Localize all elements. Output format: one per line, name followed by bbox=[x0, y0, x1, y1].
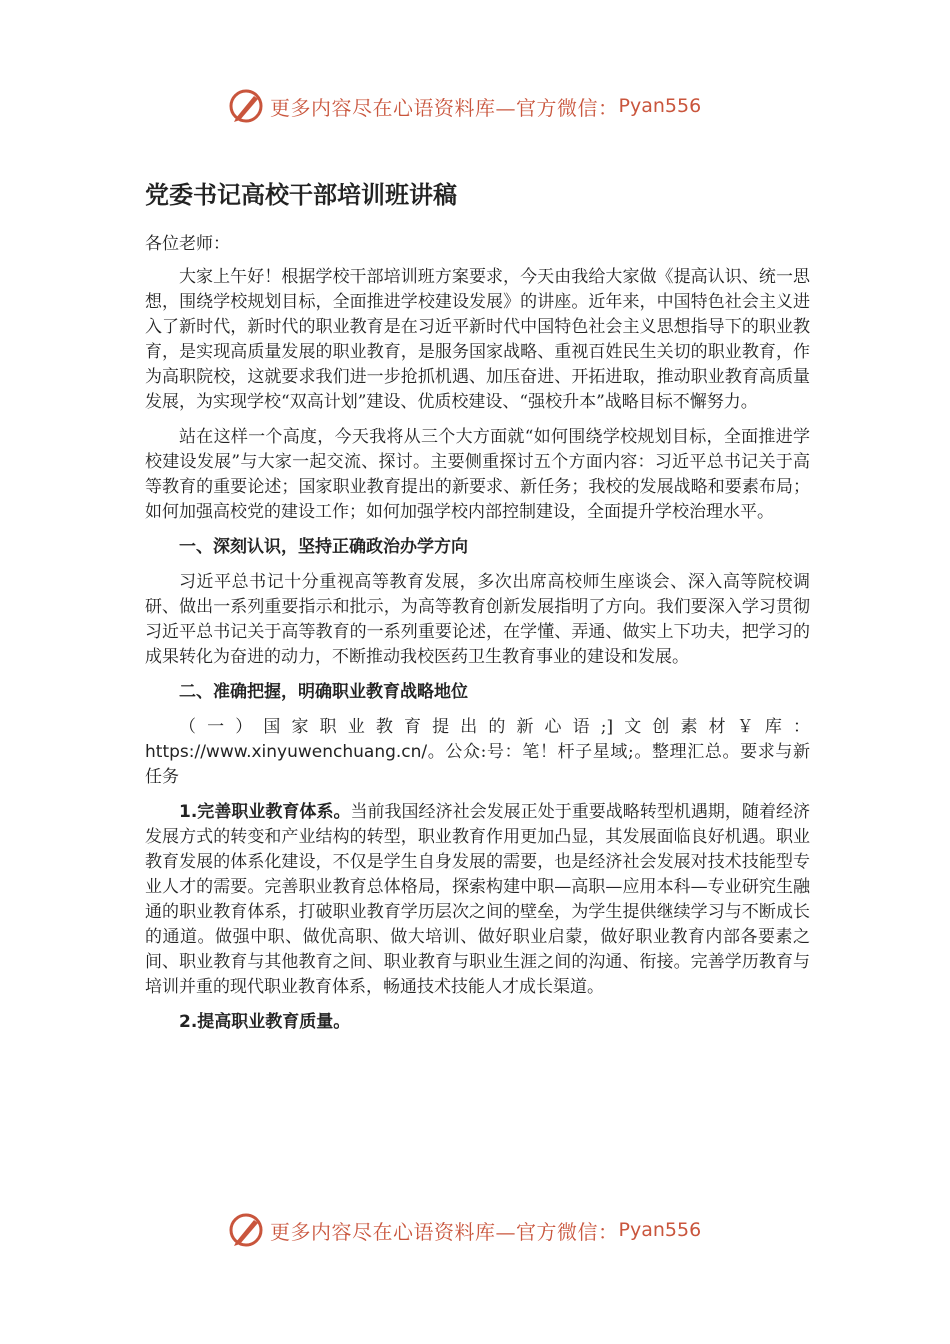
page-title: 党委书记高校干部培训班讲稿 bbox=[145, 181, 457, 209]
pen-logo-icon bbox=[228, 1212, 264, 1248]
section-heading: 二、准确把握，明确职业教育战略地位 bbox=[179, 682, 468, 702]
subsection-suffix: 。公众:号：笔！杆子星域;。整理汇总。要求与新任务 bbox=[145, 742, 810, 787]
item-text: 当前我国经济社会发展正处于重要战略转型机遇期，随着经济发展方式的转变和产业结构的转型，职业教育作用更加凸显，其发展面临良好机遇。职业教育发展的体系化建设，不仅是学生自身发展的需要，也是经济社会发展对技术技能型专业人才的需要。完善职业教育总体格局，探索构建中职—高职—应用本科—专业研究生融通的职业教育体系，打破职业教育学历层次之间的壁垒，为学生提供继续学习与不断成长的通道。做强中职、做优高职、做大培训、做好职业启蒙，做好职业教育内部各要素之间、职业教育与其他教育之间、职业教育与职业生涯之间的沟通、衔接。完善学历教育与培训并重的现代职业教育体系，畅通技术技能人才成长渠道。 bbox=[145, 802, 810, 997]
watermark-banner-top bbox=[228, 86, 701, 126]
subsection-prefix: （一）国家职业教育提出的新心语;]文创素材￥库： bbox=[179, 717, 810, 737]
salutation: 各位老师： bbox=[145, 234, 230, 254]
subsection-heading bbox=[145, 715, 810, 790]
watermark-wechat-id: Pyan556 bbox=[618, 1219, 702, 1241]
item-lead: 2.提高职业教育质量。 bbox=[179, 1012, 351, 1032]
pen-logo-icon bbox=[228, 88, 264, 124]
item-lead: 1.完善职业教育体系。 bbox=[179, 802, 351, 822]
watermark-banner-bottom bbox=[228, 1210, 701, 1250]
paragraph bbox=[145, 800, 810, 1000]
paragraph bbox=[145, 1010, 810, 1035]
paragraph: 站在这样一个高度，今天我将从三个大方面就“如何围绕学校规划目标，全面推进学校建设发展”与大家一起交流、探讨。主要侧重探讨五个方面内容：习近平总书记关于高等教育的重要论述；国家职业教育提出的新要求、新任务；我校的发展战略和要素布局；如何加强高校党的建设工作；如何加强学校内部控制建设，全面提升学校治理水平。 bbox=[145, 427, 810, 522]
subsection-url: https://www.xinyuwenchuang.cn/ bbox=[145, 742, 428, 762]
watermark-text: 更多内容尽在心语资料库—官方微信： bbox=[270, 95, 619, 120]
paragraph: 大家上午好！根据学校干部培训班方案要求，今天由我给大家做《提高认识、统一思想，围绕学校规划目标，全面推进学校建设发展》的讲座。近年来，中国特色社会主义进入了新时代，新时代的职业教育是在习近平新时代中国特色社会主义思想指导下的职业教育，是实现高质量发展的职业教育，是服务国家战略、重视百姓民生关切的职业教育，作为高职院校，这就要求我们进一步抢抓机遇、加压奋进、开拓进取，推动职业教育高质量发展，为实现学校“双高计划”建设、优质校建设、“强校升本”战略目标不懈努力。 bbox=[145, 267, 810, 412]
paragraph: 习近平总书记十分重视高等教育发展，多次出席高校师生座谈会、深入高等院校调研、做出一系列重要指示和批示，为高等教育创新发展指明了方向。我们要深入学习贯彻习近平总书记关于高等教育的一系列重要论述，在学懂、弄通、做实上下功夫，把学习的成果转化为奋进的动力，不断推动我校医药卫生教育事业的建设和发展。 bbox=[145, 572, 810, 667]
document-body bbox=[145, 178, 810, 1045]
watermark-text: 更多内容尽在心语资料库—官方微信： bbox=[270, 1219, 619, 1244]
section-heading: 一、深刻认识，坚持正确政治办学方向 bbox=[179, 537, 468, 557]
watermark-wechat-id: Pyan556 bbox=[618, 95, 702, 117]
